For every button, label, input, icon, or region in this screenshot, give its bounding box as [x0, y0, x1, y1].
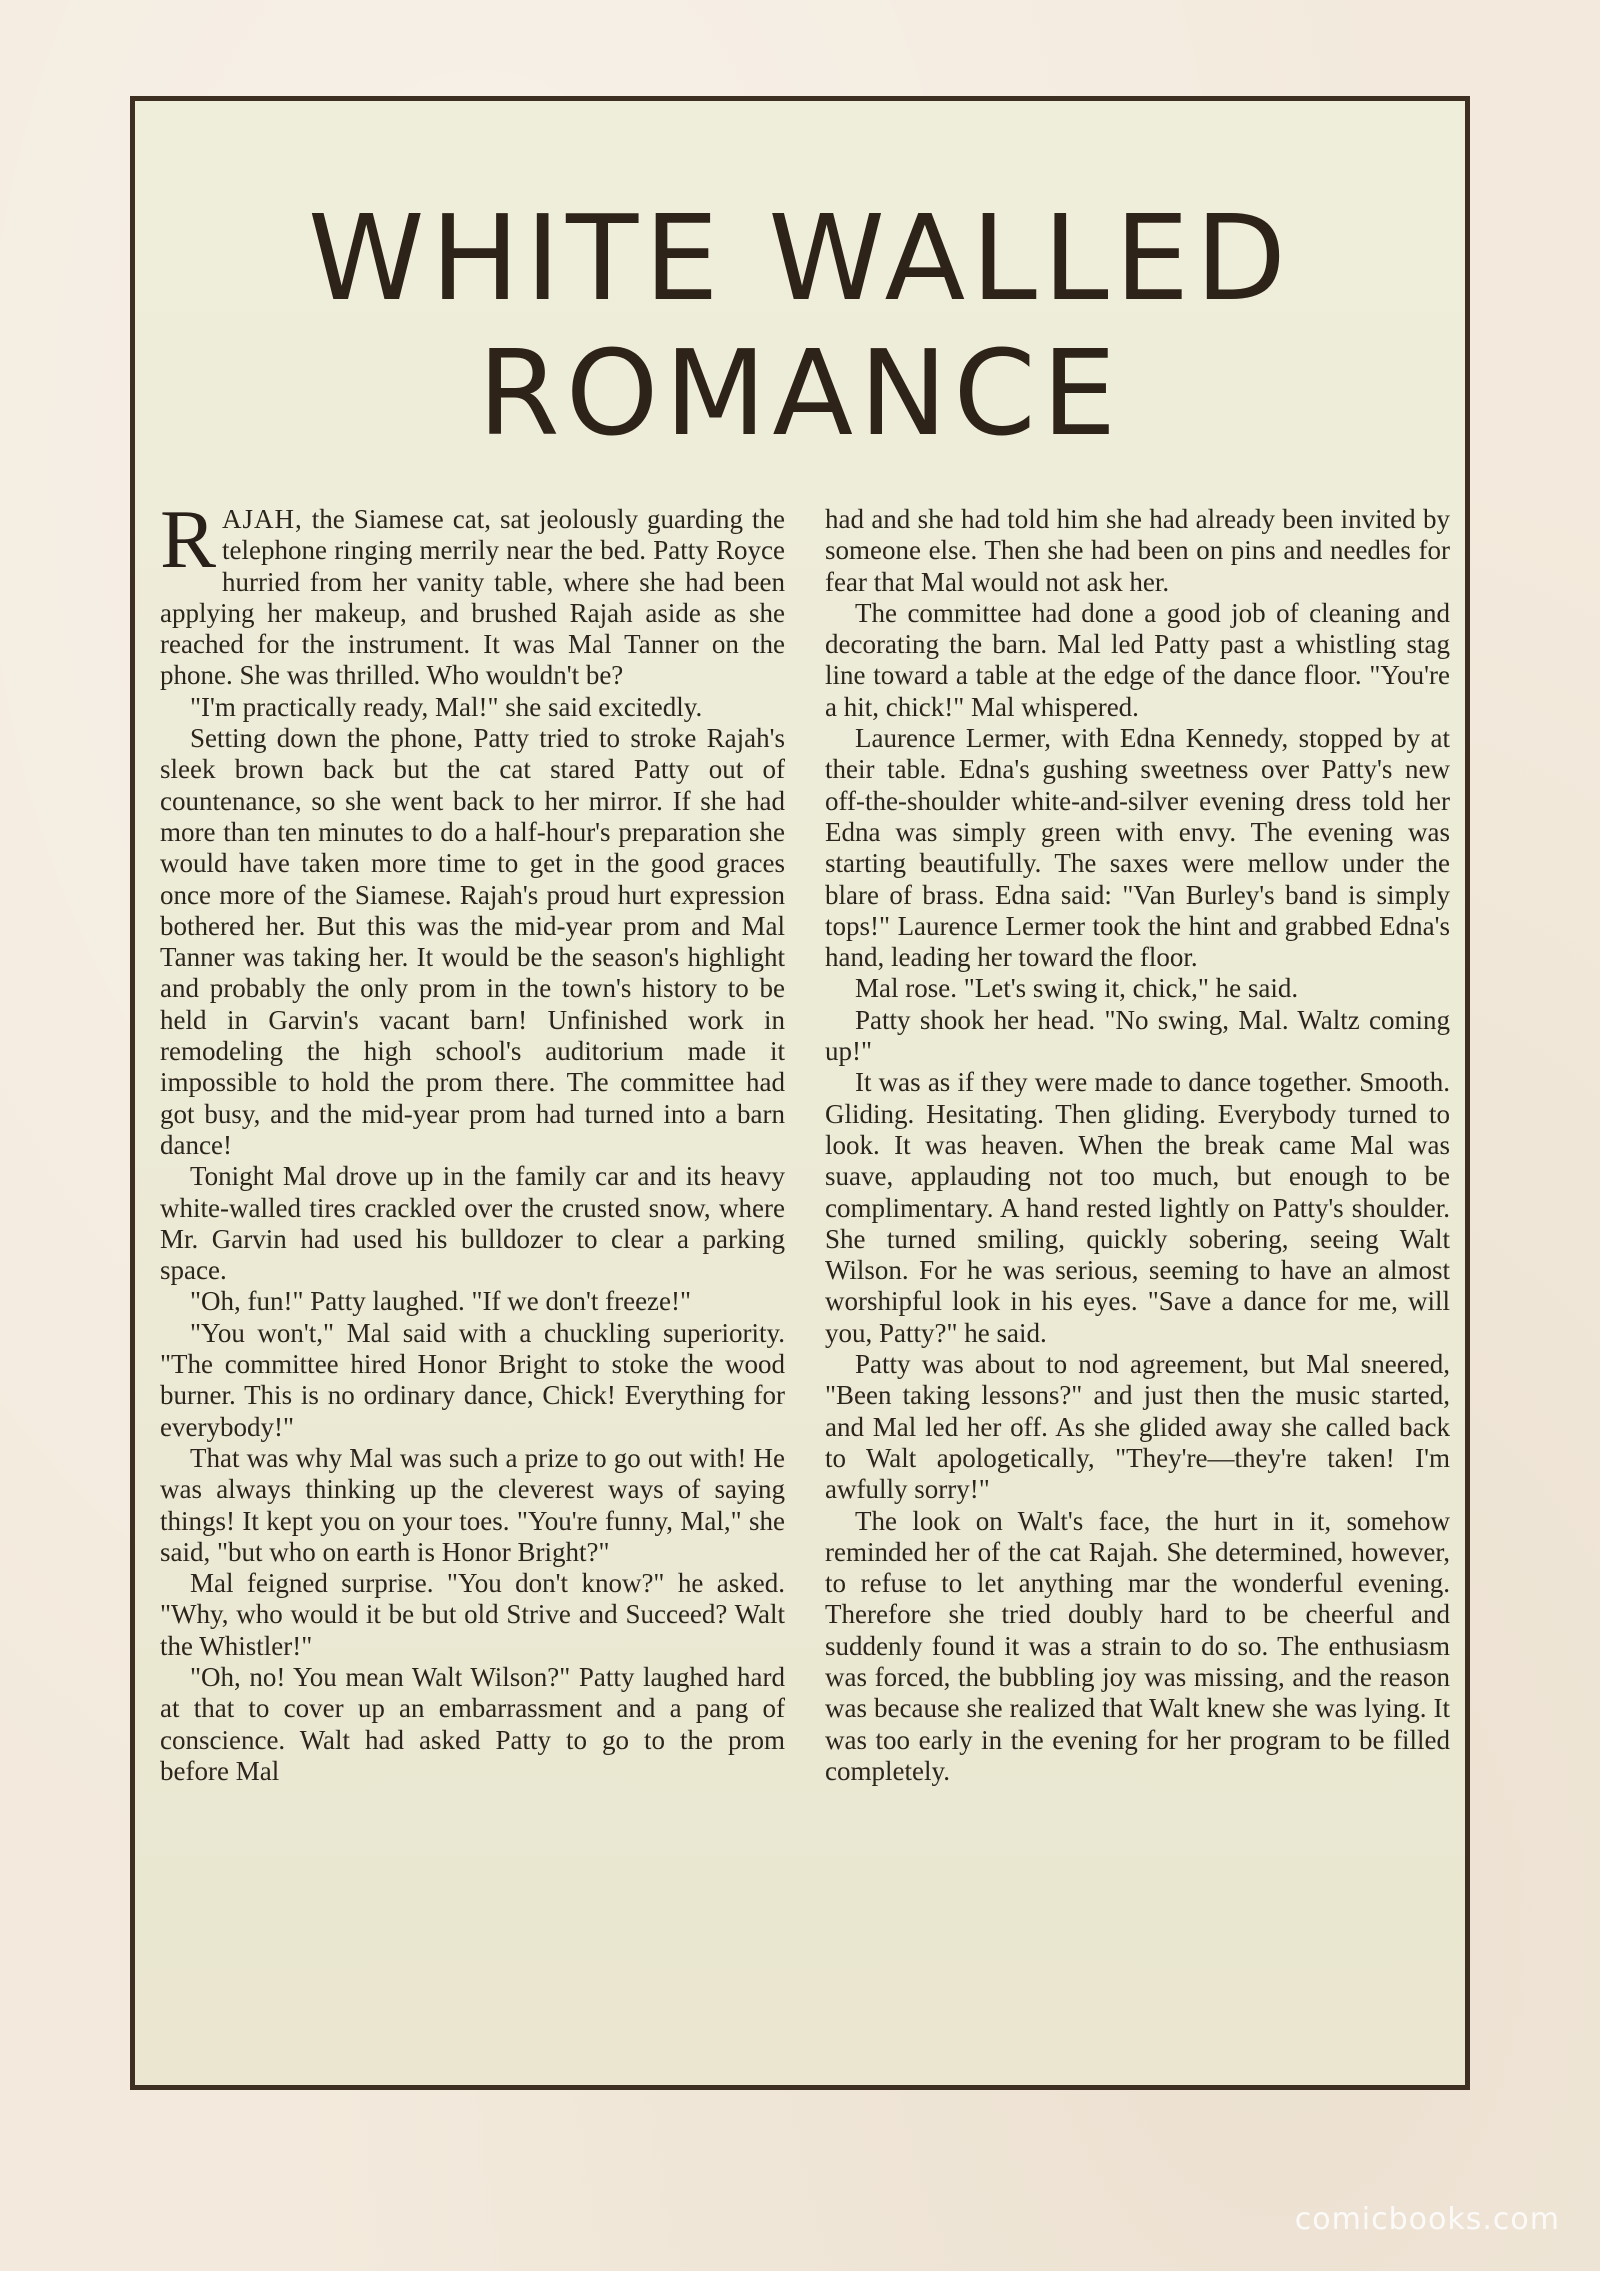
left-column	[160, 493, 785, 2064]
first-word: AJAH,	[222, 504, 303, 534]
paragraph: Patty was about to nod agreement, but Mal sneered, "Been taking lessons?" and just then the music started, and Mal led her off. As she glided away she called back to Walt apologetically, "They're—they're taken! I'm awfully sorry!"	[825, 1349, 1450, 1505]
paragraph	[160, 493, 785, 692]
story-columns	[160, 493, 1450, 2064]
paragraph: Setting down the phone, Patty tried to stroke Rajah's sleek brown back but the cat stared Patty out of countenance, so she went back to her mirror. If she had more than ten minutes to do a half-hour's preparation she would have taken more time to get in the good graces once more of the Siamese. Rajah's proud hurt expression bothered her. But this was the mid-year prom and Mal Tanner was taking her. It would be the season's highlight and probably the only prom in the town's history to be held in Garvin's vacant barn! Unfinished work in remodeling the high school's auditorium made it impossible to hold the prom there. The committee had got busy, and the mid-year prom had turned into a barn dance!	[160, 723, 785, 1160]
story-title-line-1: WHITE WALLED	[307, 189, 1293, 327]
paragraph: Mal feigned surprise. "You don't know?" he asked. "Why, who would it be but old Strive and Succeed? Walt the Whistler!"	[160, 1568, 785, 1661]
story-title	[135, 191, 1465, 461]
paragraph: It was as if they were made to dance together. Smooth. Gliding. Hesitating. Then gliding. Everybody turned to look. It was heaven. When the break came Mal was suave, applauding not too much, but enough to be complimentary. A hand rested lightly on Patty's shoulder. She turned smiling, quickly sobering, seeing Walt Wilson. For he was serious, seeming to have an almost worshipful look in his eyes. "Save a dance for me, will you, Patty?" he said.	[825, 1067, 1450, 1348]
paragraph: Patty shook her head. "No swing, Mal. Waltz coming up!"	[825, 1004, 1450, 1067]
paragraph: The look on Walt's face, the hurt in it, somehow reminded her of the cat Rajah. She determined, however, to refuse to let anything mar the wonderful evening. Therefore she tried doubly hard to be cheerful and suddenly found it was a strain to do so. The enthusiasm was forced, the bubbling joy was missing, and the reason was because she realized that Walt knew she was lying. It was too early in the evening for her program to be filled completely.	[825, 1505, 1450, 1786]
watermark: comicbooks.com	[1294, 2202, 1560, 2237]
paragraph: The committee had done a good job of cleaning and decorating the barn. Mal led Patty past a whistling stag line toward a table at the edge of the dance floor. "You're a hit, chick!" Mal whispered.	[825, 597, 1450, 722]
paragraph: "You won't," Mal said with a chuckling superiority. "The committee hired Honor Bright to stoke the wood burner. This is no ordinary dance, Chick! Everything for everybody!"	[160, 1317, 785, 1442]
drop-cap: R	[160, 493, 217, 586]
story-title-line-2: ROMANCE	[477, 324, 1123, 462]
paragraph: Laurence Lermer, with Edna Kennedy, stopped by at their table. Edna's gushing sweetness over Patty's new off-the-shoulder white-and-silver evening dress told her Edna was simply green with envy. The evening was starting beautifully. The saxes were mellow under the blare of brass. Edna said: "Van Burley's band is simply tops!" Laurence Lermer took the hint and grabbed Edna's hand, leading her toward the floor.	[825, 723, 1450, 973]
story-panel	[130, 96, 1470, 2090]
paragraph-text: the Siamese cat, sat jeolously guarding the telephone ringing merrily near the bed. Patty Royce hurried from her vanity table, where she had been applying her makeup, and brushed Rajah aside as she reached for the instrument. It was Mal Tanner on the phone. She was thrilled. Who wouldn't be?	[160, 504, 785, 691]
paragraph: "I'm practically ready, Mal!" she said excitedly.	[190, 691, 703, 722]
paragraph: "Oh, no! You mean Walt Wilson?" Patty laughed hard at that to cover up an embarrassment and a pang of conscience. Walt had asked Patty to go to the prom before Mal	[160, 1661, 785, 1786]
paragraph: Mal rose. "Let's swing it, chick," he said.	[855, 973, 1299, 1004]
paragraph: That was why Mal was such a prize to go out with! He was always thinking up the cleverest ways of saying things! It kept you on your toes. "You're funny, Mal," she said, "but who on earth is Honor Bright?"	[160, 1442, 785, 1567]
paragraph: Tonight Mal drove up in the family car and its heavy white-walled tires crackled over the crusted snow, where Mr. Garvin had used his bulldozer to clear a parking space.	[160, 1161, 785, 1286]
right-column	[825, 504, 1450, 2064]
paragraph: "Oh, fun!" Patty laughed. "If we don't freeze!"	[190, 1286, 692, 1317]
paragraph: had and she had told him she had already been invited by someone else. Then she had been on pins and needles for fear that Mal would not ask her.	[825, 504, 1450, 597]
